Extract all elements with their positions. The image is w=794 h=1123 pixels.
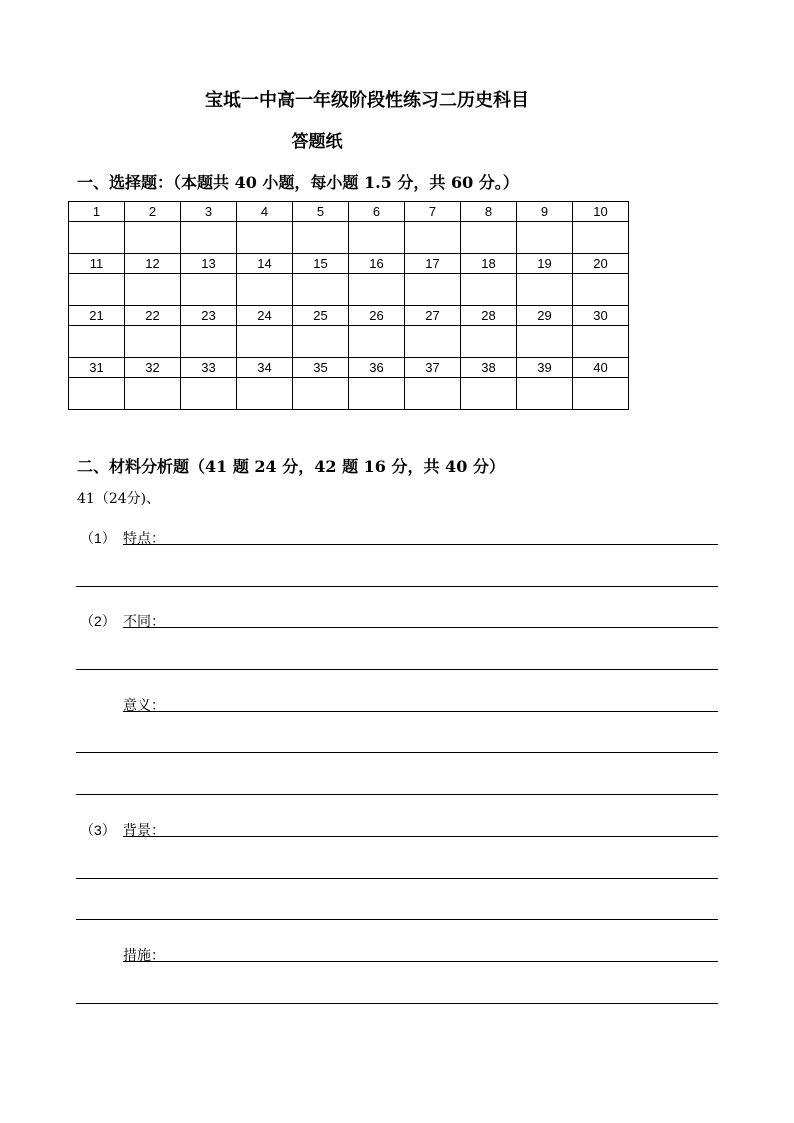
question-number-cell: 19 bbox=[517, 254, 573, 274]
answer-cell[interactable] bbox=[461, 222, 517, 254]
answer-cell[interactable] bbox=[573, 326, 629, 358]
answer-cell[interactable] bbox=[517, 274, 573, 306]
question-41-heading: 41（24分)、 bbox=[77, 491, 161, 507]
answer-line[interactable] bbox=[165, 836, 718, 837]
answer-cell[interactable] bbox=[69, 274, 125, 306]
answer-line[interactable] bbox=[165, 711, 718, 712]
answer-cell[interactable] bbox=[293, 222, 349, 254]
answer-cell[interactable] bbox=[125, 326, 181, 358]
question-number-cell: 25 bbox=[293, 306, 349, 326]
page-subtitle: 答题纸 bbox=[291, 132, 343, 152]
answer-cell[interactable] bbox=[461, 326, 517, 358]
question-number-cell: 28 bbox=[461, 306, 517, 326]
question-number-cell: 32 bbox=[125, 358, 181, 378]
question-number-cell: 20 bbox=[573, 254, 629, 274]
answer-line[interactable] bbox=[76, 919, 718, 920]
question-number-cell: 13 bbox=[181, 254, 237, 274]
answer-grid bbox=[68, 201, 629, 410]
page-title: 宝坻一中高一年级阶段性练习二历史科目 bbox=[205, 90, 529, 111]
question-number-cell: 34 bbox=[237, 358, 293, 378]
answer-line[interactable] bbox=[76, 878, 718, 879]
part-2-number: （2） bbox=[80, 613, 116, 629]
answer-cell[interactable] bbox=[349, 274, 405, 306]
answer-cell[interactable] bbox=[293, 274, 349, 306]
answer-cell[interactable] bbox=[293, 326, 349, 358]
answer-cell[interactable] bbox=[517, 326, 573, 358]
question-number-cell: 16 bbox=[349, 254, 405, 274]
question-number-cell: 35 bbox=[293, 358, 349, 378]
question-number-cell: 7 bbox=[405, 202, 461, 222]
answer-line[interactable] bbox=[165, 544, 718, 545]
question-number-cell: 6 bbox=[349, 202, 405, 222]
grid-number-row bbox=[69, 358, 629, 378]
question-number-cell: 26 bbox=[349, 306, 405, 326]
question-number-cell: 40 bbox=[573, 358, 629, 378]
section-heading-analysis: 二、材料分析题（41 题 24 分，42 题 16 分，共 40 分） bbox=[77, 457, 505, 476]
grid-answer-row bbox=[69, 326, 629, 358]
question-number-cell: 17 bbox=[405, 254, 461, 274]
answer-cell[interactable] bbox=[405, 326, 461, 358]
grid-answer-row bbox=[69, 222, 629, 254]
answer-cell[interactable] bbox=[405, 378, 461, 410]
answer-cell[interactable] bbox=[293, 378, 349, 410]
answer-cell[interactable] bbox=[237, 326, 293, 358]
question-number-cell: 15 bbox=[293, 254, 349, 274]
question-number-cell: 2 bbox=[125, 202, 181, 222]
grid-answer-row bbox=[69, 378, 629, 410]
answer-cell[interactable] bbox=[461, 378, 517, 410]
answer-cell[interactable] bbox=[349, 222, 405, 254]
question-number-cell: 31 bbox=[69, 358, 125, 378]
answer-cell[interactable] bbox=[181, 222, 237, 254]
answer-cell[interactable] bbox=[573, 222, 629, 254]
question-number-cell: 3 bbox=[181, 202, 237, 222]
answer-cell[interactable] bbox=[573, 378, 629, 410]
answer-cell[interactable] bbox=[237, 378, 293, 410]
question-number-cell: 10 bbox=[573, 202, 629, 222]
part-2-label-difference: 不同： bbox=[123, 614, 165, 630]
question-number-cell: 14 bbox=[237, 254, 293, 274]
answer-cell[interactable] bbox=[181, 326, 237, 358]
answer-cell[interactable] bbox=[461, 274, 517, 306]
question-number-cell: 27 bbox=[405, 306, 461, 326]
answer-cell[interactable] bbox=[237, 274, 293, 306]
part-2-label-significance: 意义： bbox=[123, 698, 165, 714]
question-number-cell: 30 bbox=[573, 306, 629, 326]
question-number-cell: 39 bbox=[517, 358, 573, 378]
answer-cell[interactable] bbox=[69, 222, 125, 254]
answer-cell[interactable] bbox=[125, 274, 181, 306]
answer-line[interactable] bbox=[76, 794, 718, 795]
question-number-cell: 37 bbox=[405, 358, 461, 378]
answer-line[interactable] bbox=[76, 1003, 718, 1004]
grid-answer-row bbox=[69, 274, 629, 306]
answer-cell[interactable] bbox=[517, 222, 573, 254]
answer-cell[interactable] bbox=[573, 274, 629, 306]
question-number-cell: 1 bbox=[69, 202, 125, 222]
part-3-number: （3） bbox=[80, 822, 116, 838]
question-number-cell: 18 bbox=[461, 254, 517, 274]
answer-cell[interactable] bbox=[181, 378, 237, 410]
answer-line[interactable] bbox=[165, 627, 718, 628]
question-number-cell: 5 bbox=[293, 202, 349, 222]
answer-cell[interactable] bbox=[349, 378, 405, 410]
answer-cell[interactable] bbox=[181, 274, 237, 306]
part-3-label-measures: 措施： bbox=[123, 948, 165, 964]
answer-cell[interactable] bbox=[237, 222, 293, 254]
question-number-cell: 4 bbox=[237, 202, 293, 222]
answer-cell[interactable] bbox=[405, 222, 461, 254]
question-number-cell: 29 bbox=[517, 306, 573, 326]
answer-cell[interactable] bbox=[405, 274, 461, 306]
answer-line[interactable] bbox=[76, 586, 718, 587]
part-3-label-background: 背景： bbox=[123, 823, 165, 839]
part-1-number: （1） bbox=[80, 530, 116, 546]
question-number-cell: 22 bbox=[125, 306, 181, 326]
question-number-cell: 9 bbox=[517, 202, 573, 222]
answer-line[interactable] bbox=[165, 961, 718, 962]
part-1-label-features: 特点： bbox=[123, 531, 165, 547]
question-number-cell: 11 bbox=[69, 254, 125, 274]
question-number-cell: 33 bbox=[181, 358, 237, 378]
question-number-cell: 21 bbox=[69, 306, 125, 326]
question-number-cell: 12 bbox=[125, 254, 181, 274]
grid-number-row bbox=[69, 254, 629, 274]
answer-cell[interactable] bbox=[69, 378, 125, 410]
grid-number-row bbox=[69, 202, 629, 222]
answer-cell[interactable] bbox=[69, 326, 125, 358]
answer-cell[interactable] bbox=[517, 378, 573, 410]
answer-line[interactable] bbox=[76, 752, 718, 753]
answer-cell[interactable] bbox=[349, 326, 405, 358]
question-number-cell: 38 bbox=[461, 358, 517, 378]
answer-cell[interactable] bbox=[125, 378, 181, 410]
question-number-cell: 23 bbox=[181, 306, 237, 326]
question-number-cell: 36 bbox=[349, 358, 405, 378]
answer-cell[interactable] bbox=[125, 222, 181, 254]
question-number-cell: 8 bbox=[461, 202, 517, 222]
question-number-cell: 24 bbox=[237, 306, 293, 326]
section-heading-choice: 一、选择题：（本题共 40 小题，每小题 1.5 分，共 60 分。） bbox=[77, 173, 519, 192]
grid-number-row bbox=[69, 306, 629, 326]
answer-line[interactable] bbox=[76, 669, 718, 670]
